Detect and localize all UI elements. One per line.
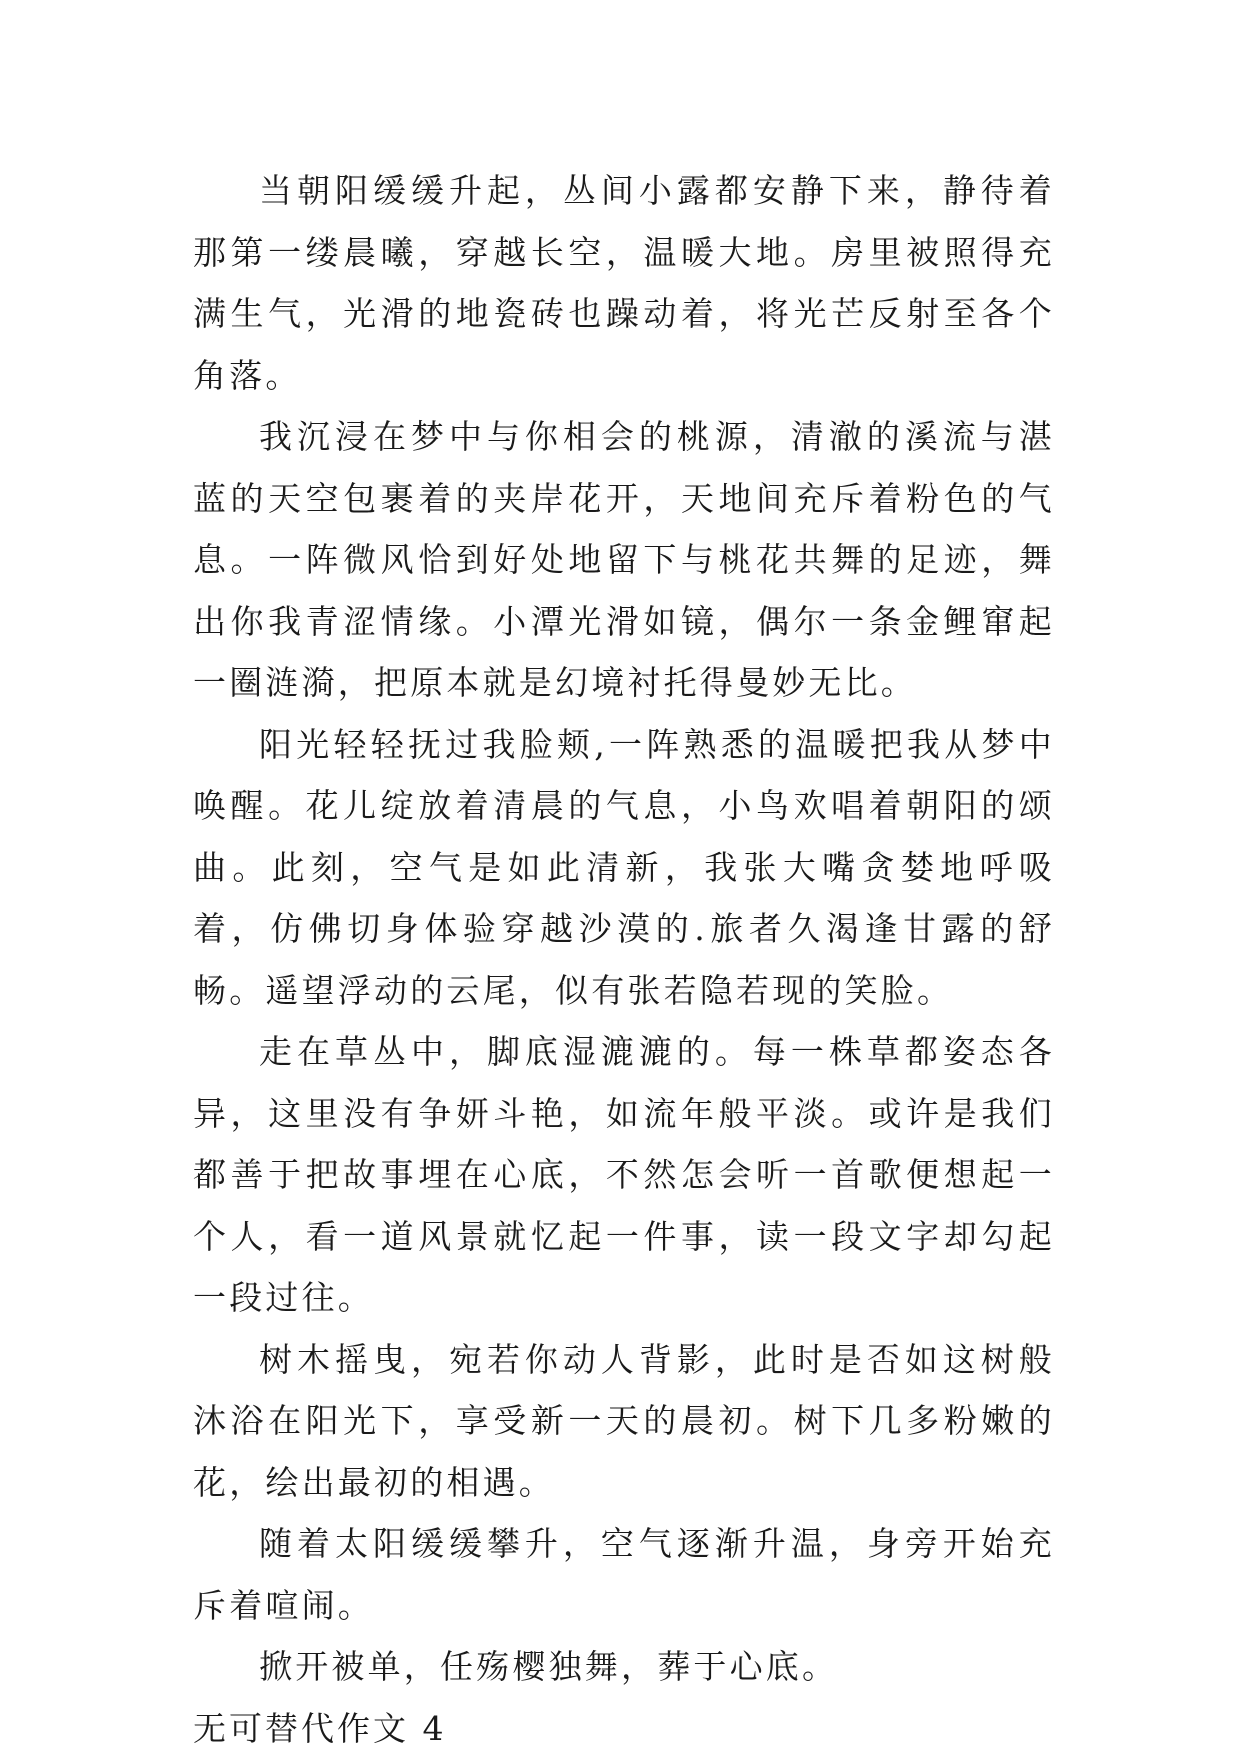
paragraph-4: 走在草丛中，脚底湿漉漉的。每一株草都姿态各异，这里没有争妍斗艳，如流年般平淡。或许是我们都善于把故事埋在心底，不然怎会听一首歌便想起一个人，看一道风景就忆起一件事，读一段文字却勾起一段过往。 — [193, 1021, 1055, 1329]
paragraph-6: 随着太阳缓缓攀升，空气逐渐升温，身旁开始充斥着喧闹。 — [193, 1513, 1055, 1636]
paragraph-3: 阳光轻轻抚过我脸颊,一阵熟悉的温暖把我从梦中唤醒。花儿绽放着清晨的气息，小鸟欢唱着朝阳的颂曲。此刻，空气是如此清新，我张大嘴贪婪地呼吸着，仿佛切身体验穿越沙漠的.旅者久渴逢甘露的舒畅。遥望浮动的云尾，似有张若隐若现的笑脸。 — [193, 714, 1055, 1022]
section-heading: 无可替代作文 4 — [193, 1698, 1055, 1759]
document-body — [193, 160, 1055, 1759]
paragraph-2: 我沉浸在梦中与你相会的桃源，清澈的溪流与湛蓝的天空包裹着的夹岸花开，天地间充斥着粉色的气息。一阵微风恰到好处地留下与桃花共舞的足迹，舞出你我青涩情缘。小潭光滑如镜，偶尔一条金鲤窜起一圈涟漪，把原本就是幻境衬托得曼妙无比。 — [193, 406, 1055, 714]
paragraph-1: 当朝阳缓缓升起，丛间小露都安静下来，静待着那第一缕晨曦，穿越长空，温暖大地。房里被照得充满生气，光滑的地瓷砖也躁动着，将光芒反射至各个角落。 — [193, 160, 1055, 406]
paragraph-5: 树木摇曳，宛若你动人背影，此时是否如这树般沐浴在阳光下，享受新一天的晨初。树下几多粉嫩的花，绘出最初的相遇。 — [193, 1329, 1055, 1514]
paragraph-7: 掀开被单，任殇樱独舞，葬于心底。 — [193, 1636, 1055, 1698]
